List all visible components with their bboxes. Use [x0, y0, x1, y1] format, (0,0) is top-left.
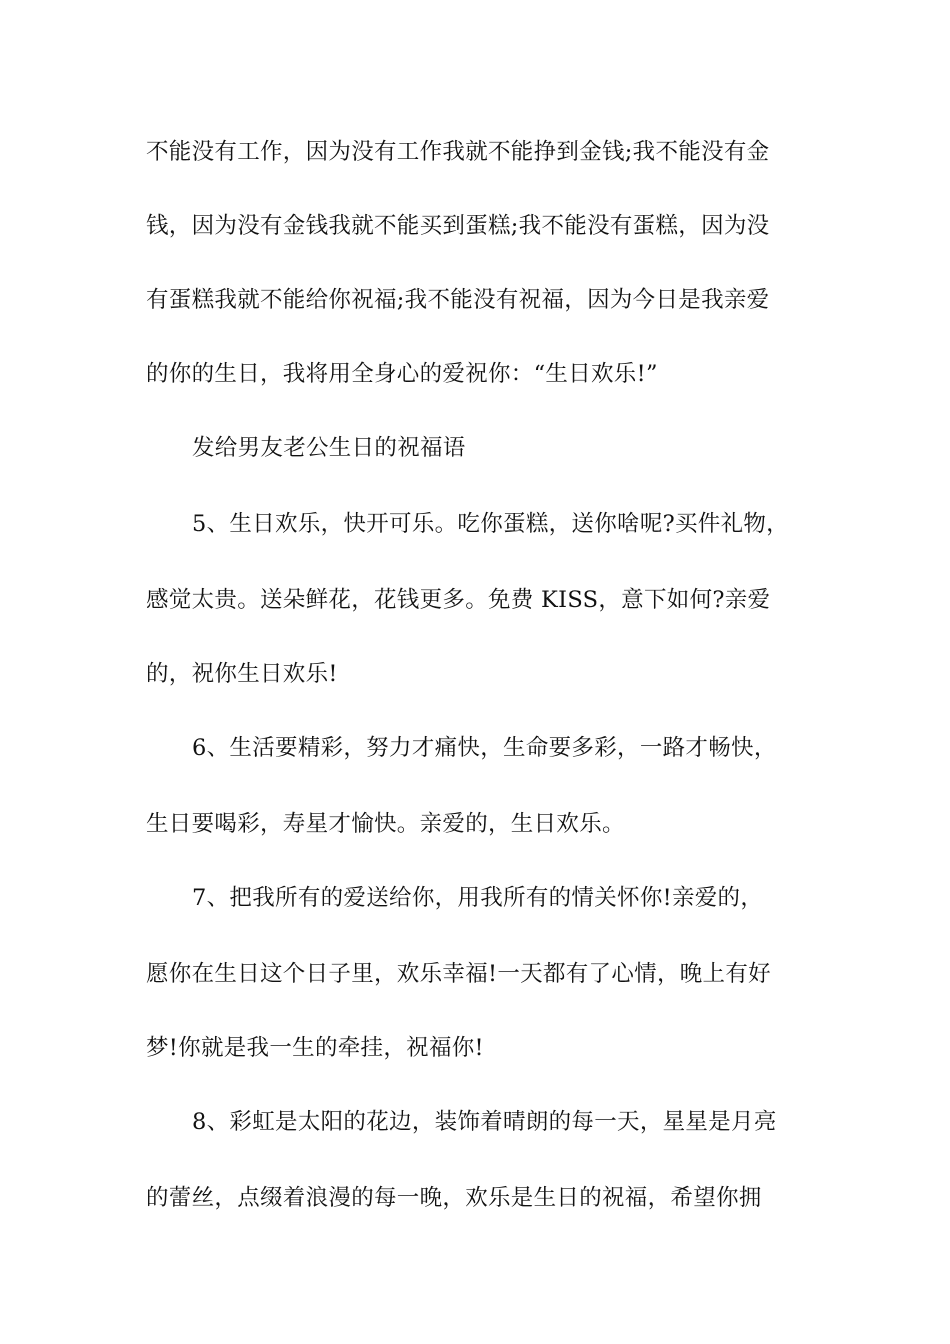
text-line-10: 生日要喝彩，寿星才愉快。亲爱的，生日欢乐。 — [146, 811, 625, 837]
text-line-14: 8、彩虹是太阳的花边，装饰着晴朗的每一天，星星是月亮 — [192, 1109, 777, 1135]
text-line-3: 有蛋糕我就不能给你祝福;我不能没有祝福，因为今日是我亲爱 — [146, 287, 770, 313]
text-line-13: 梦!你就是我一生的牵挂，祝福你! — [146, 1035, 484, 1061]
text-line-11: 7、把我所有的爱送给你，用我所有的情关怀你!亲爱的， — [192, 885, 764, 911]
text-line-15: 的蕾丝，点缀着浪漫的每一晚，欢乐是生日的祝福，希望你拥 — [146, 1185, 762, 1211]
text-line-12: 愿你在生日这个日子里，欢乐幸福!一天都有了心情，晚上有好 — [146, 961, 771, 987]
text-line-2: 钱，因为没有金钱我就不能买到蛋糕;我不能没有蛋糕，因为没 — [146, 213, 770, 239]
text-line-9: 6、生活要精彩，努力才痛快，生命要多彩，一路才畅快， — [192, 735, 777, 761]
text-line-1: 不能没有工作，因为没有工作我就不能挣到金钱;我不能没有金 — [146, 139, 770, 165]
text-line-7: 感觉太贵。送朵鲜花，花钱更多。免费 KISS，意下如何?亲爱 — [146, 587, 771, 613]
text-line-8: 的，祝你生日欢乐! — [146, 661, 338, 687]
text-line-4: 的你的生日，我将用全身心的爱祝你：“生日欢乐!” — [146, 361, 658, 387]
section-heading: 发给男友老公生日的祝福语 — [192, 435, 466, 461]
text-line-6: 5、生日欢乐，快开可乐。吃你蛋糕，送你啥呢?买件礼物， — [192, 511, 789, 537]
